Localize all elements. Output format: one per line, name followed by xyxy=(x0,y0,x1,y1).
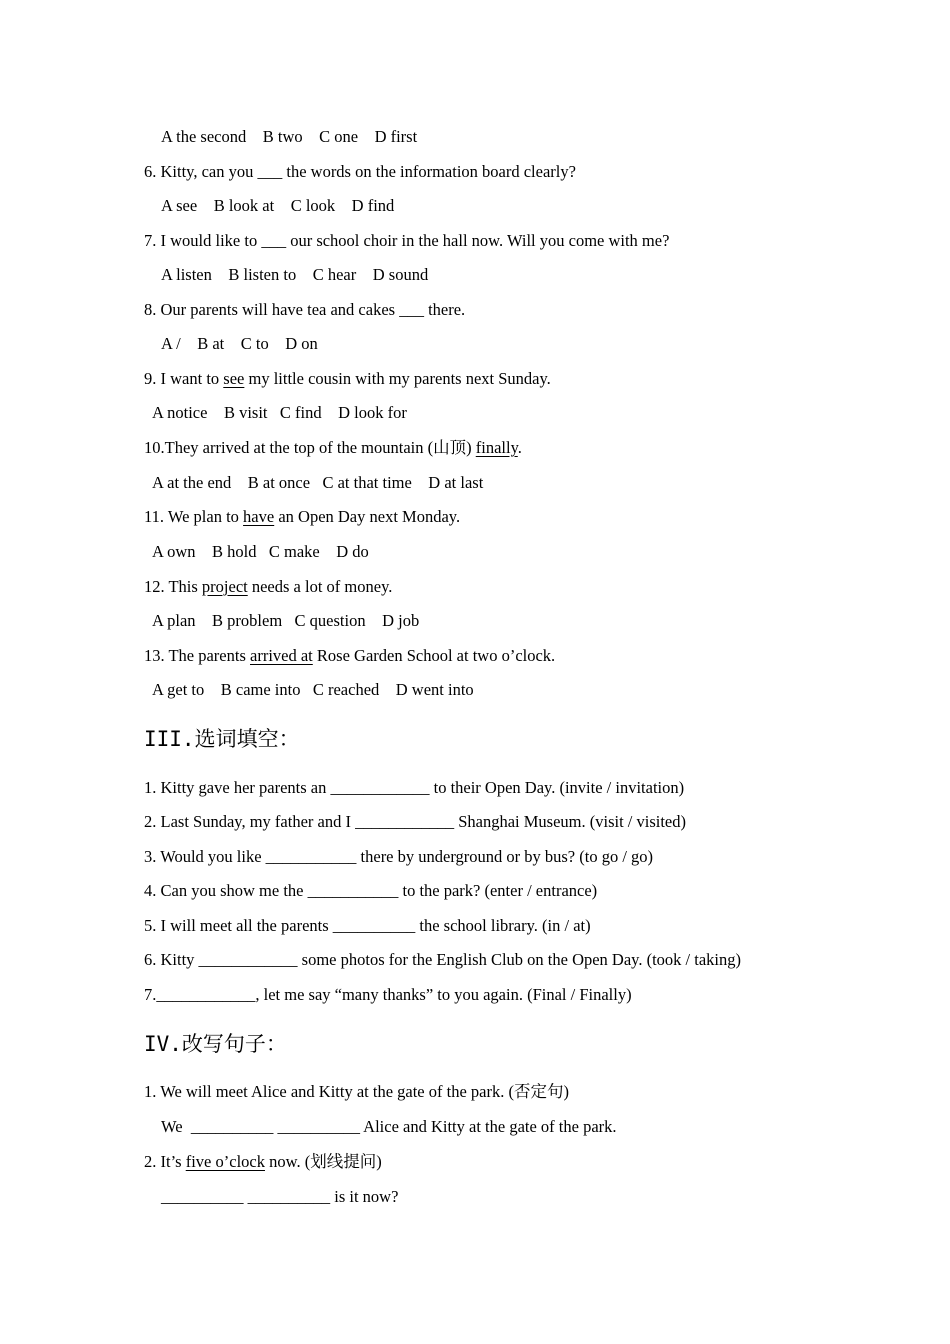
fill-item: 5. I will meet all the parents __________ the school library. (in / at) xyxy=(144,916,591,935)
q10-text xyxy=(144,438,522,458)
rewrite-q2-answer: __________ __________ is it now? xyxy=(161,1187,399,1206)
q10-underlined: finally xyxy=(475,438,518,457)
q13-text xyxy=(144,646,555,666)
rewrite-q2-pre: 2. It’s xyxy=(144,1152,186,1171)
fill-item: 4. Can you show me the ___________ to the park? (enter / entrance) xyxy=(144,881,598,900)
q13-underlined: arrived at xyxy=(250,646,313,665)
q9-underlined: see xyxy=(223,369,245,388)
q9-pre: 9. I want to xyxy=(144,369,224,388)
fill-item: 7.____________, let me say “many thanks” to you again. (Final / Finally) xyxy=(144,985,632,1004)
q11-underlined: have xyxy=(243,507,275,526)
q12-pre: 12. This xyxy=(144,577,202,596)
q5-options: A the second B two C one D first xyxy=(161,127,418,146)
fill-item: 6. Kitty ____________ some photos for the English Club on the Open Day. (took / taking) xyxy=(144,950,741,969)
q11-post: an Open Day next Monday. xyxy=(274,507,461,526)
q13-pre: 13. The parents xyxy=(144,646,251,665)
rewrite-q1-text: 1. We will meet Alice and Kitty at the gate of the park. (否定句) xyxy=(144,1082,569,1101)
q11-options: A own B hold C make D do xyxy=(152,542,369,561)
q12-underlined: project xyxy=(201,577,248,596)
rewrite-q2-text xyxy=(144,1152,382,1172)
q12-text xyxy=(144,577,392,597)
q8-text: 8. Our parents will have tea and cakes ___ there. xyxy=(144,300,466,319)
q6-options: A see B look at C look D find xyxy=(161,196,395,215)
q8-options: A / B at C to D on xyxy=(161,334,318,353)
section-3-heading: III.选词填空： xyxy=(144,727,300,751)
q9-text xyxy=(144,369,551,389)
q11-text xyxy=(144,507,460,527)
q10-pre: 10.They arrived at the top of the mountain (山顶) xyxy=(144,438,476,457)
q12-options: A plan B problem C question D job xyxy=(152,611,420,630)
q12-post: needs a lot of money. xyxy=(247,577,393,596)
fill-item: 3. Would you like ___________ there by underground or by bus? (to go / go) xyxy=(144,847,654,866)
rewrite-q1-answer: We __________ __________ Alice and Kitty at the gate of the park. xyxy=(161,1117,617,1136)
q13-post: Rose Garden School at two o’clock. xyxy=(312,646,556,665)
fill-item: 2. Last Sunday, my father and I ____________ Shanghai Museum. (visit / visited) xyxy=(144,812,686,831)
rewrite-q2-underlined: five o’clock xyxy=(185,1152,265,1171)
q10-options: A at the end B at once C at that time D at last xyxy=(152,473,484,492)
q6-text: 6. Kitty, can you ___ the words on the information board clearly? xyxy=(144,162,576,181)
fill-item: 1. Kitty gave her parents an ____________ to their Open Day. (invite / invitation) xyxy=(144,778,685,797)
q9-options: A notice B visit C find D look for xyxy=(152,403,407,422)
q11-pre: 11. We plan to xyxy=(144,507,244,526)
q7-text: 7. I would like to ___ our school choir in the hall now. Will you come with me? xyxy=(144,231,670,250)
q9-post: my little cousin with my parents next Sunday. xyxy=(244,369,551,388)
q10-post: . xyxy=(517,438,522,457)
q7-options: A listen B listen to C hear D sound xyxy=(161,265,429,284)
section-4-heading: IV.改写句子： xyxy=(144,1032,287,1056)
q13-options: A get to B came into C reached D went into xyxy=(152,680,474,699)
rewrite-q2-post: now. (划线提问) xyxy=(264,1152,382,1171)
